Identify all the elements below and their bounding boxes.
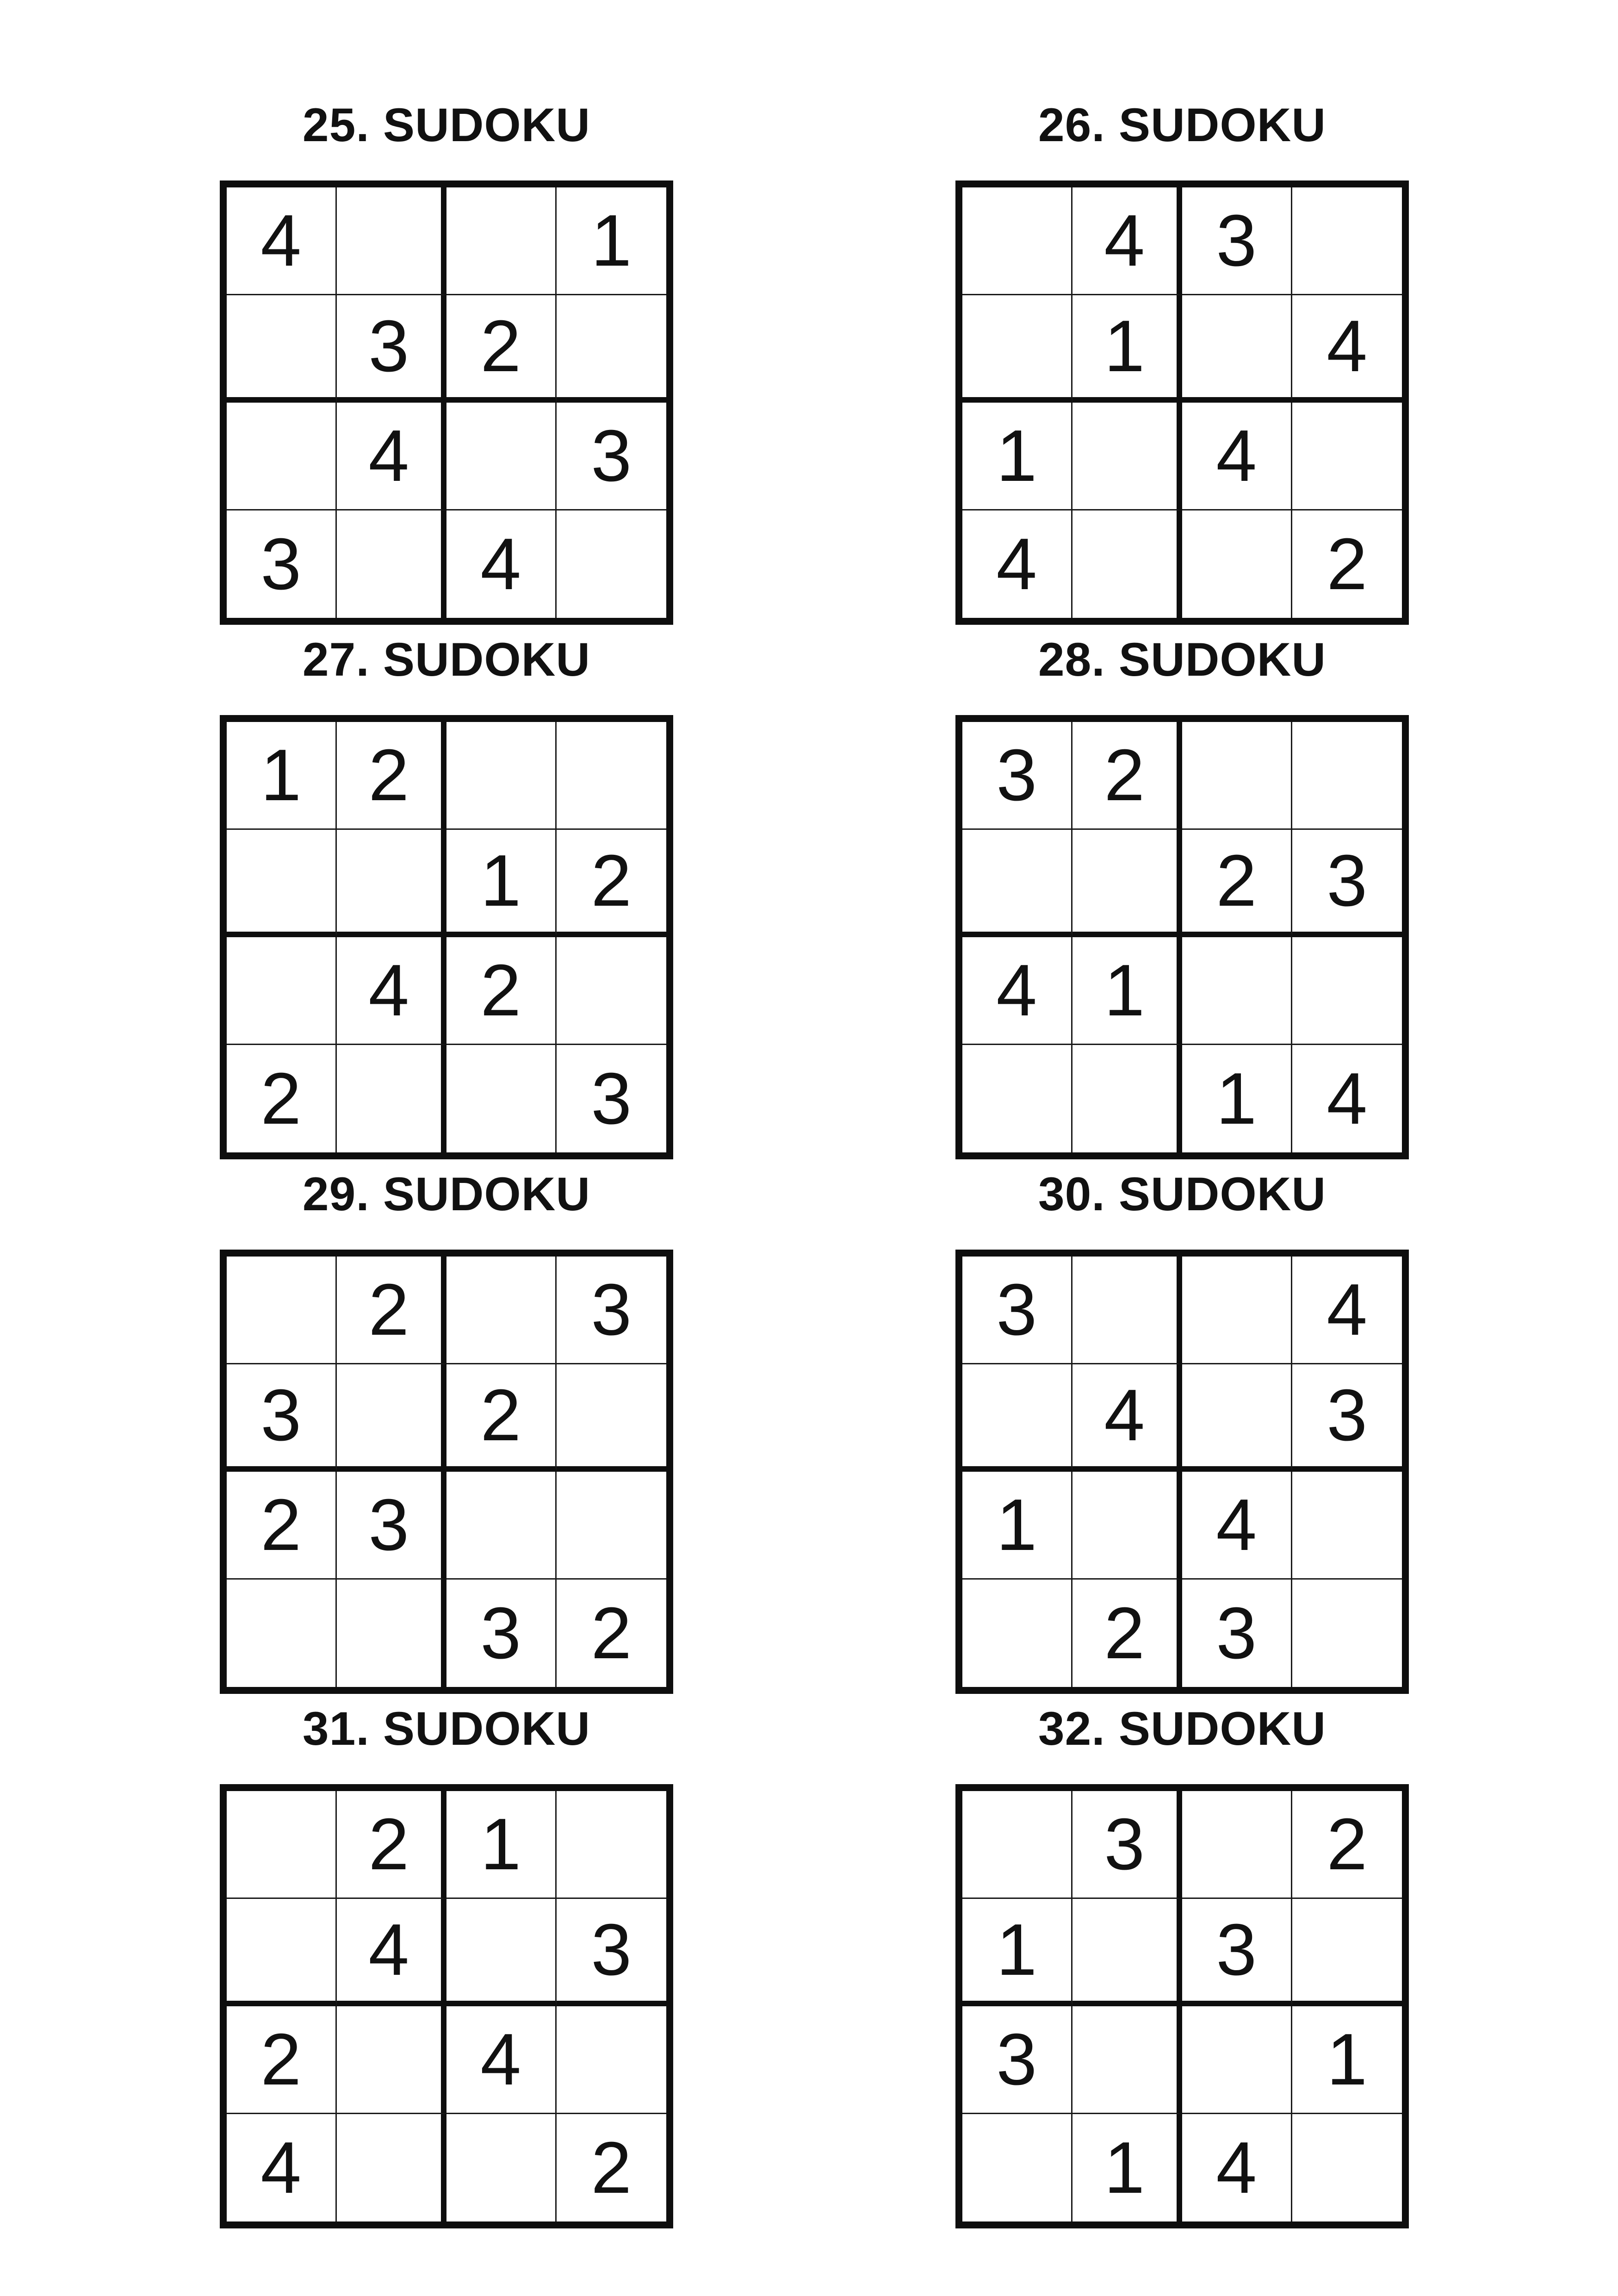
grid-cell[interactable] xyxy=(446,187,557,295)
grid-cell[interactable]: 2 xyxy=(227,1045,337,1153)
grid-cell[interactable]: 3 xyxy=(446,1580,557,1687)
grid-cell[interactable] xyxy=(1182,510,1292,618)
grid-cell[interactable]: 2 xyxy=(591,2127,632,2209)
grid-cell[interactable]: 2 xyxy=(227,1472,337,1580)
grid-cell[interactable] xyxy=(446,2114,557,2222)
grid-cell[interactable] xyxy=(446,722,557,830)
grid-cell[interactable]: 3 xyxy=(962,2006,1072,2114)
grid-cell[interactable]: 3 xyxy=(1292,1364,1402,1472)
grid-cell[interactable]: 4 xyxy=(446,2006,557,2114)
grid-cell[interactable] xyxy=(1182,295,1292,403)
grid-cell[interactable]: 3 xyxy=(557,403,667,510)
grid-cell[interactable] xyxy=(1292,403,1402,510)
puzzle-title: 31. SUDOKU xyxy=(302,1702,591,1755)
grid-cell[interactable]: 4 xyxy=(446,510,557,618)
grid-cell[interactable] xyxy=(1182,2006,1292,2114)
grid-cell[interactable] xyxy=(1292,1899,1402,2007)
grid-cell[interactable] xyxy=(446,1472,557,1580)
grid-cell[interactable] xyxy=(962,1045,1072,1153)
grid-cell[interactable]: 3 xyxy=(337,1472,447,1580)
grid-cell[interactable]: 1 xyxy=(557,187,667,295)
grid-cell[interactable]: 3 xyxy=(337,295,447,403)
grid-cell[interactable] xyxy=(962,187,1072,295)
grid-cell[interactable] xyxy=(1182,937,1292,1045)
grid-cell[interactable]: 2 xyxy=(337,722,447,830)
grid-cell[interactable]: 2 xyxy=(591,1592,632,1674)
grid-cell[interactable]: 2 xyxy=(1292,1791,1402,1899)
grid-cell[interactable] xyxy=(446,1899,557,2007)
grid-cell[interactable]: 4 xyxy=(227,187,337,295)
grid-cell[interactable]: 2 xyxy=(337,1257,447,1364)
grid-cell[interactable] xyxy=(1292,1580,1402,1687)
grid-cell[interactable]: 3 xyxy=(557,1899,667,2007)
grid-cell[interactable] xyxy=(446,403,557,510)
grid-cell[interactable] xyxy=(557,1791,667,1899)
grid-cell[interactable]: 2 xyxy=(446,1364,557,1472)
grid-cell[interactable] xyxy=(557,1364,667,1472)
grid-cell[interactable]: 4 xyxy=(1182,403,1292,510)
grid-cell[interactable]: 4 xyxy=(1072,187,1183,295)
grid-cell[interactable]: 4 xyxy=(1182,2114,1292,2222)
grid-cell[interactable]: 1 xyxy=(1292,2006,1402,2114)
sudoku-grid xyxy=(955,1250,1409,1694)
grid-cell[interactable]: 1 xyxy=(446,830,557,938)
grid-cell[interactable] xyxy=(1292,2114,1402,2222)
grid-cell[interactable] xyxy=(557,1472,667,1580)
grid-cell[interactable]: 1 xyxy=(227,722,337,830)
grid-cell[interactable] xyxy=(1292,1472,1402,1580)
grid-cell[interactable] xyxy=(962,2114,1072,2222)
grid-cell[interactable] xyxy=(337,1364,447,1472)
grid-cell[interactable]: 1 xyxy=(1072,937,1183,1045)
grid-cell[interactable]: 2 xyxy=(337,1791,447,1899)
grid-cell[interactable]: 1 xyxy=(962,1472,1072,1580)
grid-cell[interactable]: 2 xyxy=(446,295,557,403)
grid-cell[interactable] xyxy=(962,295,1072,403)
sudoku-grid xyxy=(220,180,673,625)
grid-cell[interactable]: 3 xyxy=(591,1058,632,1139)
grid-cell[interactable] xyxy=(1072,1472,1183,1580)
grid-cell[interactable]: 3 xyxy=(962,1257,1072,1364)
grid-cell[interactable] xyxy=(557,937,667,1045)
grid-cell[interactable] xyxy=(227,830,337,938)
grid-cell[interactable]: 4 xyxy=(337,937,447,1045)
grid-cell[interactable] xyxy=(227,1257,337,1364)
grid-cell[interactable]: 3 xyxy=(557,1257,667,1364)
grid-cell[interactable] xyxy=(962,830,1072,938)
grid-cell[interactable] xyxy=(446,1045,557,1153)
puzzle-title: 30. SUDOKU xyxy=(1038,1168,1327,1220)
sudoku-grid xyxy=(955,715,1409,1159)
grid-cell[interactable]: 2 xyxy=(1327,523,1368,605)
grid-cell[interactable] xyxy=(227,937,337,1045)
grid-cell[interactable]: 4 xyxy=(962,510,1072,618)
grid-cell[interactable]: 2 xyxy=(1182,830,1292,938)
grid-cell[interactable]: 2 xyxy=(557,830,667,938)
grid-cell[interactable] xyxy=(227,1791,337,1899)
grid-cell[interactable] xyxy=(557,722,667,830)
grid-cell[interactable] xyxy=(227,295,337,403)
puzzle-title: 32. SUDOKU xyxy=(1038,1702,1327,1755)
grid-cell[interactable] xyxy=(1072,830,1183,938)
puzzle-title: 29. SUDOKU xyxy=(302,1168,591,1220)
grid-cell[interactable] xyxy=(337,510,447,618)
grid-cell[interactable]: 2 xyxy=(1072,722,1183,830)
sudoku-grid xyxy=(220,715,673,1159)
grid-cell[interactable]: 1 xyxy=(1182,1045,1292,1153)
puzzle-title: 25. SUDOKU xyxy=(302,99,591,151)
grid-cell[interactable]: 4 xyxy=(337,403,447,510)
grid-cell[interactable] xyxy=(227,403,337,510)
grid-cell[interactable] xyxy=(1072,1045,1183,1153)
sudoku-grid xyxy=(955,1784,1409,2228)
grid-cell[interactable] xyxy=(962,1364,1072,1472)
grid-cell[interactable] xyxy=(1182,1364,1292,1472)
sudoku-grid xyxy=(220,1250,673,1694)
grid-cell[interactable] xyxy=(557,2006,667,2114)
grid-cell[interactable] xyxy=(1072,510,1183,618)
grid-cell[interactable]: 3 xyxy=(962,722,1072,830)
grid-cell[interactable] xyxy=(1182,1791,1292,1899)
grid-cell[interactable] xyxy=(337,830,447,938)
puzzle-title: 27. SUDOKU xyxy=(302,633,591,686)
grid-cell[interactable]: 1 xyxy=(962,403,1072,510)
grid-cell[interactable]: 1 xyxy=(1072,295,1183,403)
grid-cell[interactable]: 3 xyxy=(1182,1580,1292,1687)
grid-cell[interactable]: 4 xyxy=(227,2114,337,2222)
grid-cell[interactable] xyxy=(1072,403,1183,510)
grid-cell[interactable]: 4 xyxy=(1292,295,1402,403)
grid-cell[interactable] xyxy=(1182,722,1292,830)
grid-cell[interactable]: 2 xyxy=(446,937,557,1045)
grid-cell[interactable] xyxy=(337,1580,447,1687)
grid-cell[interactable]: 1 xyxy=(1072,2114,1183,2222)
grid-cell[interactable]: 4 xyxy=(1072,1364,1183,1472)
grid-cell[interactable] xyxy=(557,510,667,618)
grid-cell[interactable]: 4 xyxy=(1292,1257,1402,1364)
grid-cell[interactable]: 4 xyxy=(1182,1472,1292,1580)
grid-cell[interactable] xyxy=(1292,937,1402,1045)
grid-cell[interactable] xyxy=(337,2006,447,2114)
grid-cell[interactable] xyxy=(1292,722,1402,830)
grid-cell[interactable] xyxy=(446,1257,557,1364)
grid-cell[interactable] xyxy=(557,295,667,403)
grid-cell[interactable]: 3 xyxy=(227,510,337,618)
grid-cell[interactable]: 3 xyxy=(227,1364,337,1472)
grid-cell[interactable] xyxy=(227,1899,337,2007)
grid-cell[interactable]: 1 xyxy=(962,1899,1072,2007)
grid-cell[interactable] xyxy=(337,2114,447,2222)
sudoku-grid xyxy=(955,180,1409,625)
grid-cell[interactable]: 2 xyxy=(1072,1580,1183,1687)
grid-cell[interactable]: 3 xyxy=(1182,1899,1292,2007)
grid-cell[interactable] xyxy=(337,187,447,295)
grid-cell[interactable] xyxy=(962,1580,1072,1687)
grid-cell[interactable] xyxy=(337,1045,447,1153)
grid-cell[interactable] xyxy=(1072,1257,1183,1364)
grid-cell[interactable]: 3 xyxy=(1182,187,1292,295)
grid-cell[interactable] xyxy=(1292,187,1402,295)
grid-cell[interactable]: 4 xyxy=(1327,1058,1368,1139)
puzzle-title: 26. SUDOKU xyxy=(1038,99,1327,151)
grid-cell[interactable] xyxy=(1182,1257,1292,1364)
grid-cell[interactable] xyxy=(1072,2006,1183,2114)
grid-cell[interactable]: 4 xyxy=(337,1899,447,2007)
grid-cell[interactable] xyxy=(962,1791,1072,1899)
grid-cell[interactable]: 4 xyxy=(962,937,1072,1045)
sudoku-grid xyxy=(220,1784,673,2228)
grid-cell[interactable]: 3 xyxy=(1292,830,1402,938)
grid-cell[interactable] xyxy=(1072,1899,1183,2007)
grid-cell[interactable]: 2 xyxy=(227,2006,337,2114)
puzzle-title: 28. SUDOKU xyxy=(1038,633,1327,686)
grid-cell[interactable]: 1 xyxy=(446,1791,557,1899)
grid-cell[interactable]: 3 xyxy=(1072,1791,1183,1899)
grid-cell[interactable] xyxy=(227,1580,337,1687)
